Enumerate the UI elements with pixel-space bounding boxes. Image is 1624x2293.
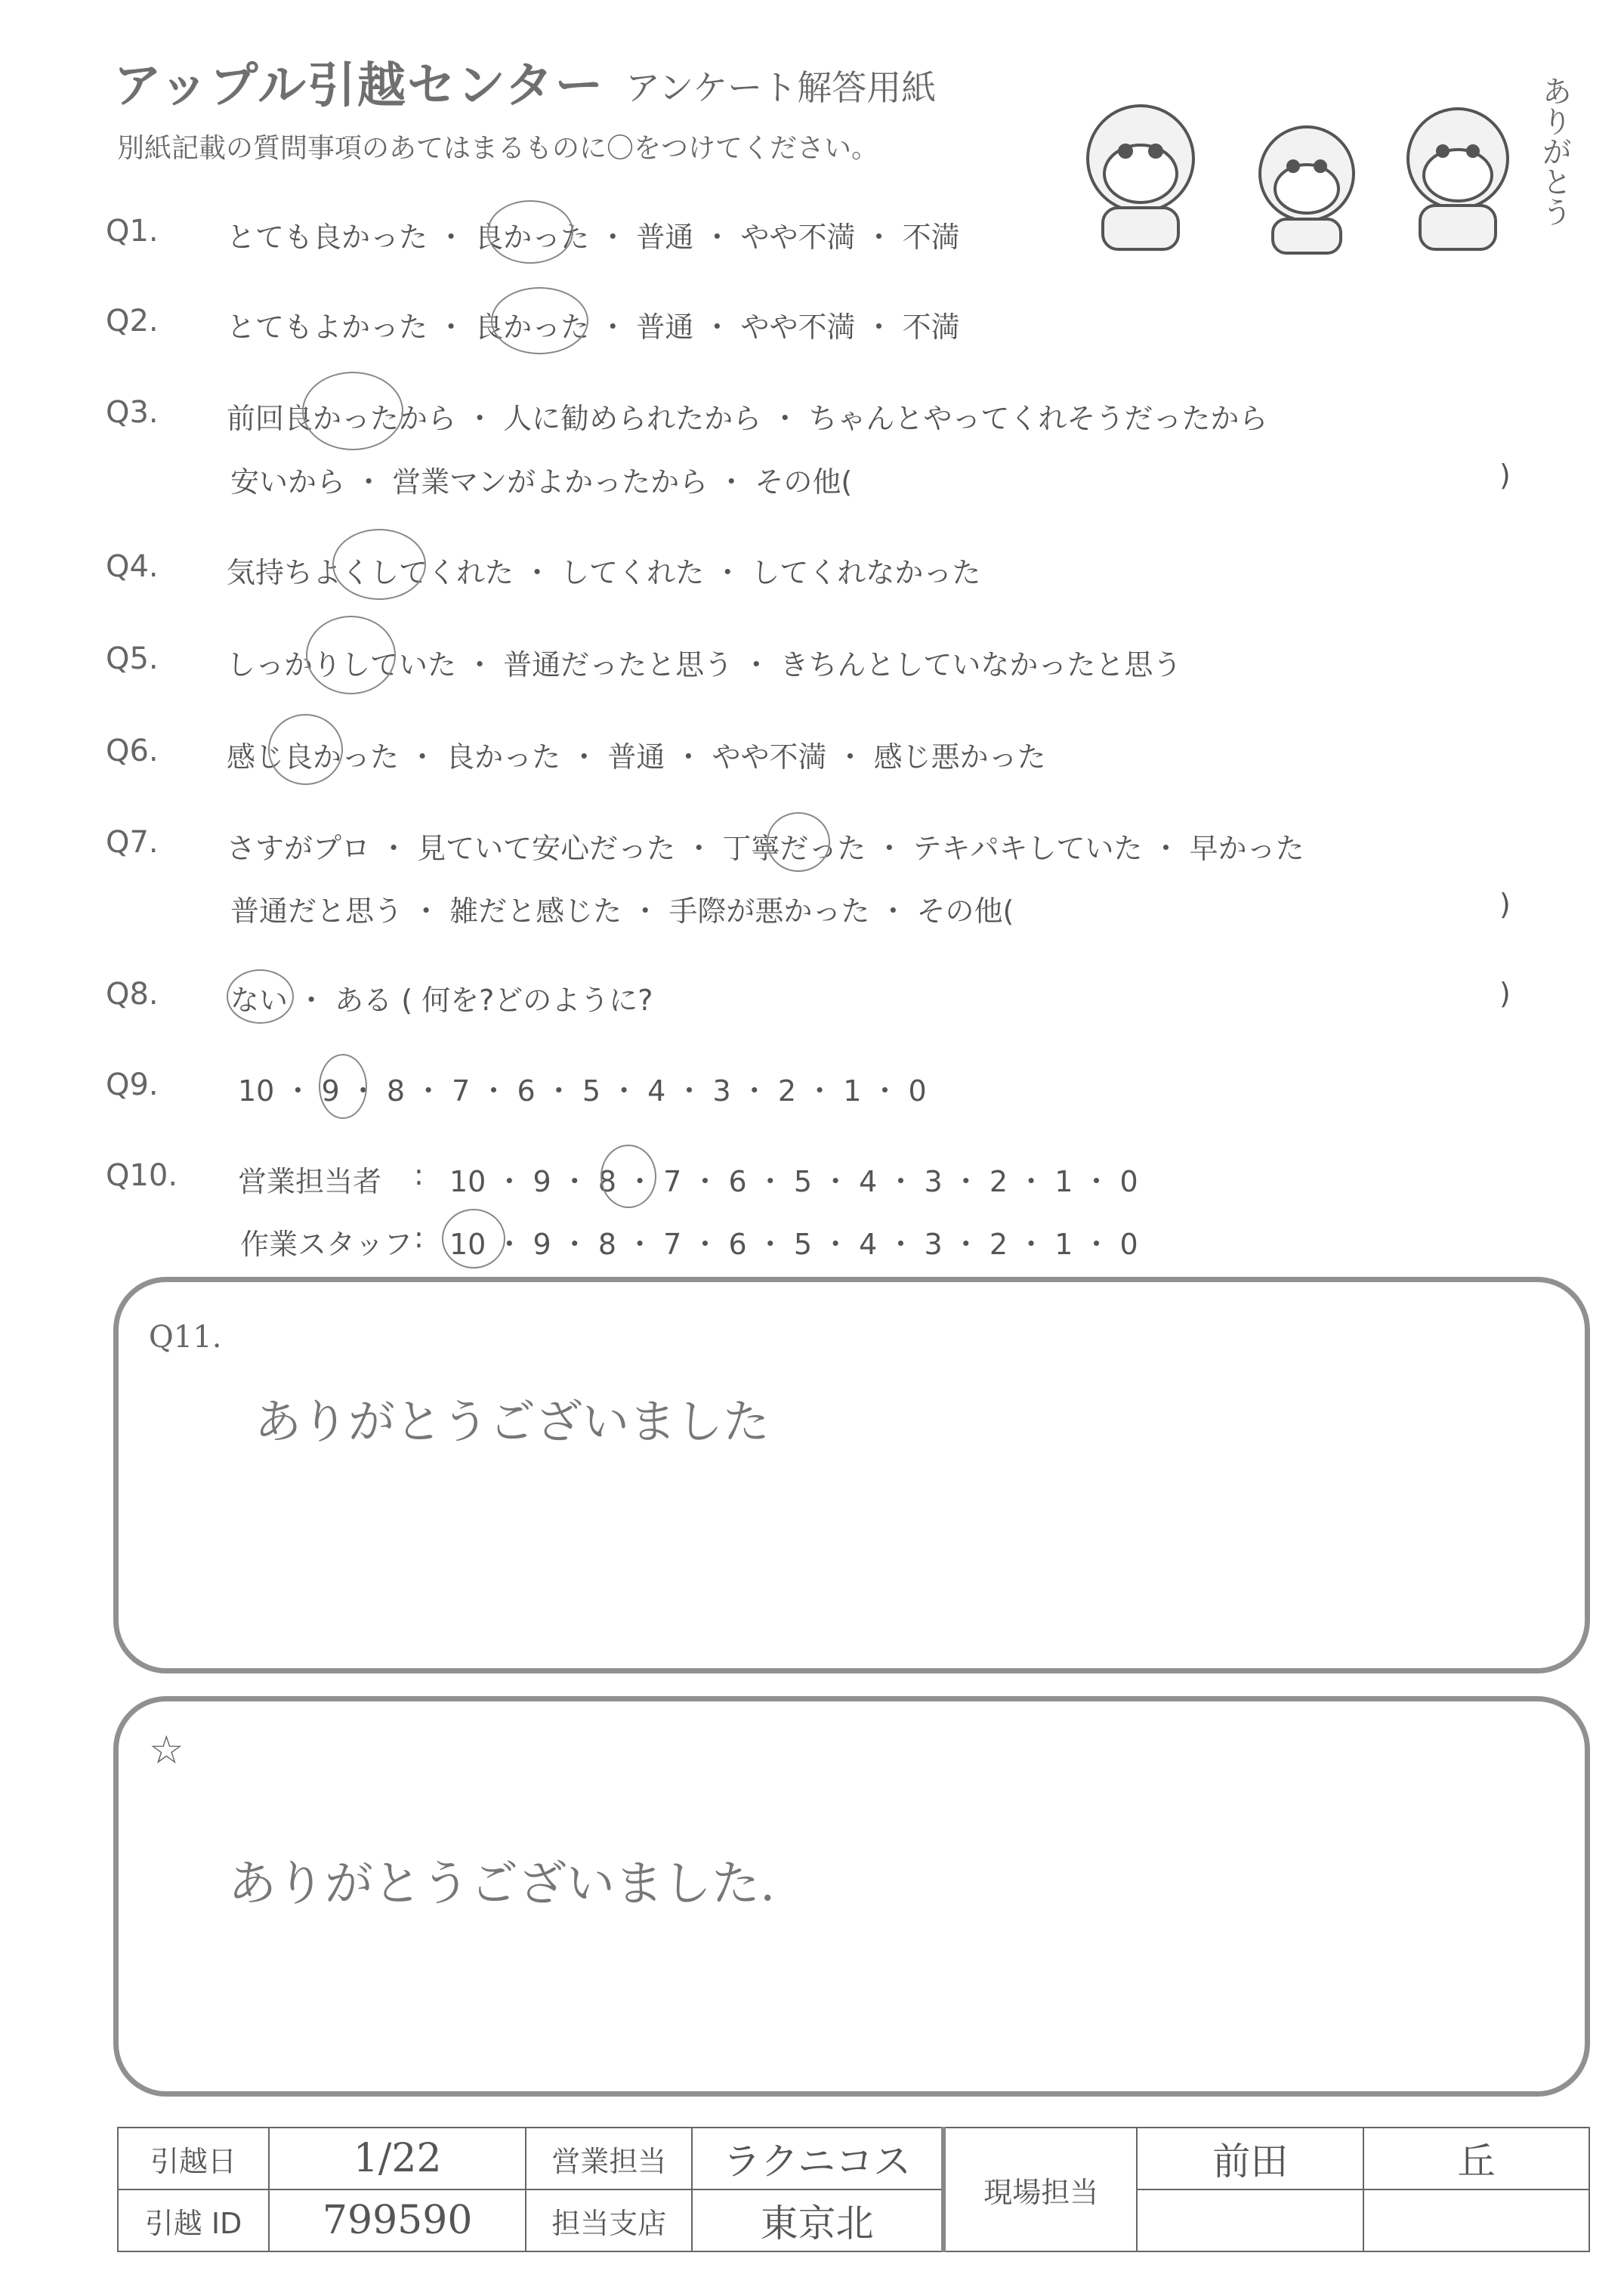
q3-options-line2[interactable]: 安いから ・ 営業マンがよかったから ・ その他( <box>230 465 853 499</box>
q9-options[interactable]: 10 ・ 9 ・ 8 ・ 7 ・ 6 ・ 5 ・ 4 ・ 3 ・ 2 ・ 1 ・ 0 <box>238 1074 927 1108</box>
sales-staff-label: 営業担当 <box>526 2128 692 2189</box>
q6-options[interactable]: 感じ良かった ・ 良かった ・ 普通 ・ やや不満 ・ 感じ悪かった <box>227 740 1046 774</box>
q10-staff-options[interactable]: 10 ・ 9 ・ 8 ・ 7 ・ 6 ・ 5 ・ 4 ・ 3 ・ 2 ・ 1 ・ 0 <box>449 1228 1138 1261</box>
q2-label: Q2. <box>106 304 159 338</box>
q8-options[interactable]: ない ・ ある ( 何を?どのように? <box>230 984 653 1017</box>
site-staff-2: 丘 <box>1363 2128 1589 2189</box>
q3-close-paren: ) <box>1499 459 1511 492</box>
q6-selected-circle <box>268 714 343 785</box>
move-id-label: 引越 ID <box>118 2189 269 2251</box>
q11-answer-box[interactable] <box>113 1277 1590 1673</box>
q10-staff-colon: : <box>414 1221 424 1254</box>
q4-label: Q4. <box>106 549 159 584</box>
q1-label: Q1. <box>106 214 159 249</box>
q5-selected-circle <box>306 616 396 694</box>
q2-options[interactable]: とてもよかった ・ 良かった ・ 普通 ・ やや不満 ・ 不満 <box>227 311 960 344</box>
branch-value: 東京北 <box>692 2189 943 2251</box>
q10-sales-colon: : <box>414 1158 424 1191</box>
site-staff-label: 現場担当 <box>943 2128 1137 2251</box>
site-staff-empty-2 <box>1363 2189 1589 2251</box>
monkey-mascot-illustration <box>1057 60 1571 257</box>
q11-label: Q11. <box>149 1320 222 1355</box>
q1-options[interactable]: とても良かった ・ 良かった ・ 普通 ・ やや不満 ・ 不満 <box>227 221 960 254</box>
q7-label: Q7. <box>106 825 159 860</box>
q9-label: Q9. <box>106 1068 159 1102</box>
q8-selected-circle <box>227 969 294 1024</box>
q1-selected-circle <box>487 200 573 264</box>
q4-options[interactable]: 気持ちよくしてくれた ・ してくれた ・ してくれなかった <box>227 556 981 589</box>
q7-selected-circle <box>767 812 830 872</box>
move-date-value: 1/22 <box>269 2128 526 2189</box>
q10-sales-options[interactable]: 10 ・ 9 ・ 8 ・ 7 ・ 6 ・ 5 ・ 4 ・ 3 ・ 2 ・ 1 ・ 0 <box>449 1165 1138 1198</box>
q10-sales-selected-circle <box>601 1145 656 1208</box>
q10-label: Q10. <box>106 1158 178 1193</box>
site-staff-1: 前田 <box>1137 2128 1363 2189</box>
mascot-thanks-text: ありがとう <box>1537 76 1572 227</box>
q4-selected-circle <box>332 529 426 600</box>
q7-close-paren: ) <box>1499 888 1511 921</box>
q7-options-line2[interactable]: 普通だと思う ・ 雑だと感じた ・ 手際が悪かった ・ その他( <box>230 895 1014 928</box>
star-icon: ☆ <box>149 1728 184 1773</box>
q3-label: Q3. <box>106 395 159 430</box>
q11-handwritten-answer: ありがとうございました <box>255 1394 770 1449</box>
site-staff-empty-1 <box>1137 2189 1363 2251</box>
q3-options-line1[interactable]: 前回良かったから ・ 人に勧められたから ・ ちゃんとやってくれそうだったから <box>227 402 1268 435</box>
q2-selected-circle <box>491 287 588 354</box>
q10-staff-label: 作業スタッフ <box>240 1228 413 1261</box>
form-subtitle: アンケート解答用紙 <box>625 67 937 108</box>
brand-title: アップル引越センター <box>113 58 605 114</box>
q5-options[interactable]: しっかりしていた ・ 普通だったと思う ・ きちんとしていなかったと思う <box>227 648 1182 681</box>
q3-selected-circle <box>302 372 403 450</box>
q7-options-line1[interactable]: さすがプロ ・ 見ていて安心だった ・ 丁寧だった ・ テキパキしていた ・ 早かった <box>227 832 1304 865</box>
q10-sales-label: 営業担当者 <box>238 1165 382 1198</box>
q5-label: Q5. <box>106 641 159 676</box>
star-handwritten-answer: ありがとうございました. <box>228 1856 776 1912</box>
branch-label: 担当支店 <box>526 2189 692 2251</box>
moving-info-table <box>117 2127 1590 2252</box>
q8-label: Q8. <box>106 977 159 1012</box>
move-id-value: 799590 <box>269 2189 526 2251</box>
q9-selected-circle <box>319 1054 367 1119</box>
q6-label: Q6. <box>106 734 159 768</box>
q10-staff-selected-circle <box>442 1209 505 1269</box>
move-date-label: 引越日 <box>118 2128 269 2189</box>
sales-staff-value: ラクニコス <box>692 2128 943 2189</box>
q8-close-paren: ) <box>1499 977 1511 1010</box>
free-comment-box[interactable] <box>113 1696 1590 2097</box>
instruction-text: 別紙記載の質問事項のあてはまるものに〇をつけてください。 <box>117 133 879 164</box>
